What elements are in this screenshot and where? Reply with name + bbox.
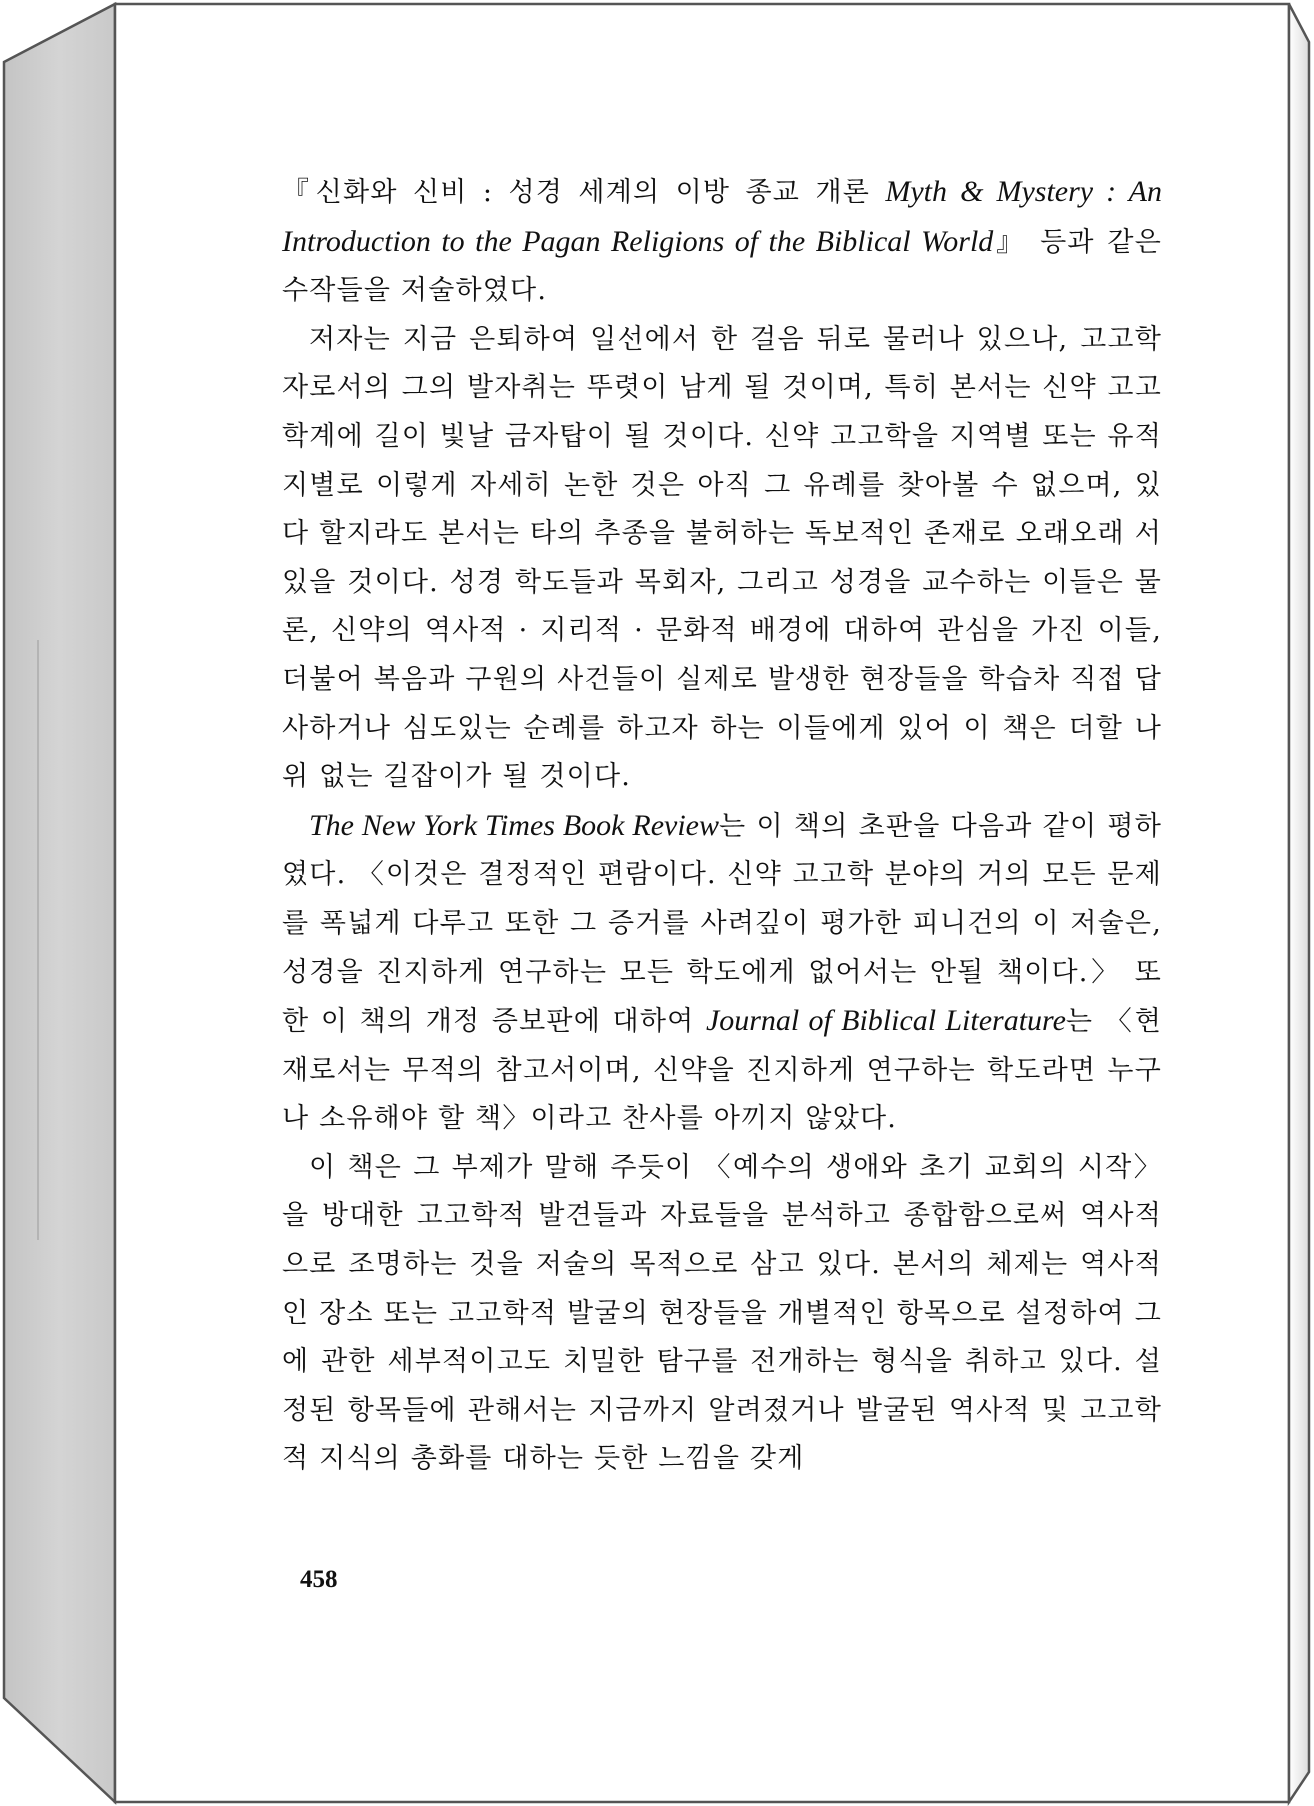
paragraph [282, 168, 1162, 316]
italic-title-text: Myth & Mystery : An Introduction to the Pagan Religions of the Biblical World [282, 175, 1162, 258]
text-run: 는 〈현재로서는 무적의 참고서이며, 신약을 진지하게 연구하는 학도라면 누구나 소유해야 할 책〉이라고 찬사를 아끼지 않았다. [282, 1006, 1162, 1135]
text-run: 이 책은 그 부제가 말해 주듯이 〈예수의 생애와 초기 교회의 시작〉을 방대한 고고학적 발견들과 자료들을 분석하고 종합함으로써 역사적으로 조명하는 것을 저술의 목적으로 삼고 있다. 본서의 체제는 역사적인 장소 또는 고고학적 발굴의 현장들을 개별적인 항목으로 설정하여 그에 관한 세부적이고도 치밀한 탐구를 전개하는 형식을 취하고 있다. 설정된 항목들에 관해서는 지금까지 알려졌거나 발굴된 역사적 및 고고학적 지식의 총화를 대하는 듯한 느낌을 갖게 [282, 1151, 1162, 1475]
paragraph [282, 1144, 1162, 1484]
text-run: 』 등과 같은 수작들을 저술하였다. [282, 226, 1162, 307]
text-run: 저자는 지금 은퇴하여 일선에서 한 걸음 뒤로 물러나 있으나, 고고학자로서의 그의 발자취는 뚜렷이 남게 될 것이며, 특히 본서는 신약 고고학계에 길이 빛날 금자탑이 될 것이다. 신약 고고학을 지역별 또는 유적지별로 이렇게 자세히 논한 것은 아직 그 유례를 찾아볼 수 없으며, 있다 할지라도 본서는 타의 추종을 불허하는 독보적인 존재로 오래오래 서 있을 것이다. 성경 학도들과 목회자, 그리고 성경을 교수하는 이들은 물론, 신약의 역사적 · 지리적 · 문화적 배경에 대하여 관심을 가진 이들, 더불어 복음과 구원의 사건들이 실제로 발생한 현장들을 학습차 직접 답사하거나 심도있는 순례를 하고자 하는 이들에게 있어 이 책은 더할 나위 없는 길잡이가 될 것이다. [282, 323, 1162, 793]
paragraph [282, 802, 1162, 1144]
italic-title-text: The New York Times Book Review [309, 808, 719, 842]
paragraph [282, 316, 1162, 802]
italic-title-text: Journal of Biblical Literature [705, 1004, 1066, 1038]
text-run: 『신화와 신비 : 성경 세계의 이방 종교 개론 [282, 177, 886, 208]
page-number: 458 [300, 1566, 338, 1593]
page-content [120, 4, 1288, 1800]
text-run: 는 이 책의 초판을 다음과 같이 평하였다. 〈이것은 결정적인 편람이다. 신약 고고학 분야의 거의 모든 문제를 폭넓게 다루고 또한 그 증거를 사려깊이 평가한 피니건의 이 저술은, 성경을 진지하게 연구하는 모든 학도에게 없어서는 안될 책이다.〉 또한 이 책의 개정 증보판에 대하여 [282, 810, 1162, 1038]
page-right-edge [1289, 4, 1309, 1802]
book-spine [4, 4, 115, 1802]
body-text [282, 168, 1162, 1484]
